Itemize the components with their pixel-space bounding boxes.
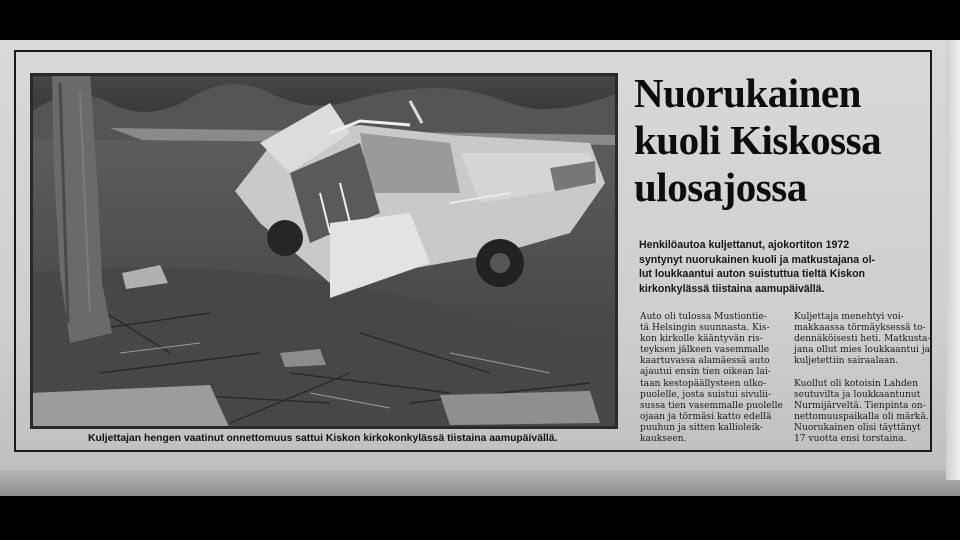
column-line: dennäköisesti heti. Matkusta- xyxy=(794,334,931,345)
lead-line: lut loukkaantui auton suistuttua tieltä Kiskon xyxy=(639,268,866,281)
lead-line: kirkonkylässä tiistaina aamupäivällä. xyxy=(639,282,825,295)
crash-photo xyxy=(30,73,618,429)
column-line: sussa tien vasemmalle puolelle xyxy=(640,400,783,411)
column-line: kaartuvassa alamäessä auto xyxy=(640,356,770,367)
column-line: puuhun ja sitten kallioleik- xyxy=(640,422,763,433)
article-lead xyxy=(639,238,914,296)
column-line xyxy=(794,367,922,378)
headline-line: ulosajossa xyxy=(634,164,807,210)
headline-line: kuoli Kiskossa xyxy=(634,117,882,163)
column-line: Nuorukainen olisi täyttänyt xyxy=(794,422,921,433)
column-line: Kuollut oli kotoisin Lahden xyxy=(794,378,919,389)
column-line: Nurmijärveltä. Tienpinta on- xyxy=(794,400,926,411)
page-right-edge xyxy=(946,40,960,480)
column-line: 17 vuotta ensi torstaina. xyxy=(794,434,907,445)
article-headline xyxy=(634,70,924,211)
lead-line: syntynyt nuorukainen kuoli ja matkustajana ol- xyxy=(639,253,876,266)
headline-line: Nuorukainen xyxy=(634,70,861,116)
article-column-1 xyxy=(640,312,783,445)
lead-line: Henkilöautoa kuljettanut, ajokortiton 1972 xyxy=(639,239,850,251)
column-line: teyksen jälkeen vasemmalle xyxy=(640,345,770,356)
column-line: puolelle, josta suistui sivulii- xyxy=(640,389,772,400)
column-line: tä Helsingin suunnasta. Kis- xyxy=(640,323,770,334)
column-line: kuljetettiin sairaalaan. xyxy=(794,356,899,367)
column-line: seutuvilta ja loukkaantunut xyxy=(794,389,921,400)
column-line: makkaassa törmäyksessä to- xyxy=(794,323,926,334)
column-line: kaukseen. xyxy=(640,434,687,445)
article-column-2 xyxy=(794,312,931,445)
column-line: jana ollut mies loukkaantui ja xyxy=(794,345,931,356)
page-bottom-shadow xyxy=(0,470,960,496)
column-line: ajautui ensin tien oikean lai- xyxy=(640,367,771,378)
column-line: ojaan ja törmäsi katto edellä xyxy=(640,411,772,422)
column-line: taan kestopäällysteen ulko- xyxy=(640,378,767,389)
column-line: Kuljettaja menehtyi voi- xyxy=(794,312,904,322)
column-line: nettomuuspaikalla oli märkä. xyxy=(794,411,929,422)
column-line: Auto oli tulossa Mustiontie- xyxy=(640,312,767,322)
column-line: kon kirkolle kääntyvän ris- xyxy=(640,334,763,345)
photo-caption: Kuljettajan hengen vaatinut onnettomuus sattui Kiskon kirkokonkylässä tiistaina aamupäivällä. xyxy=(88,433,558,444)
